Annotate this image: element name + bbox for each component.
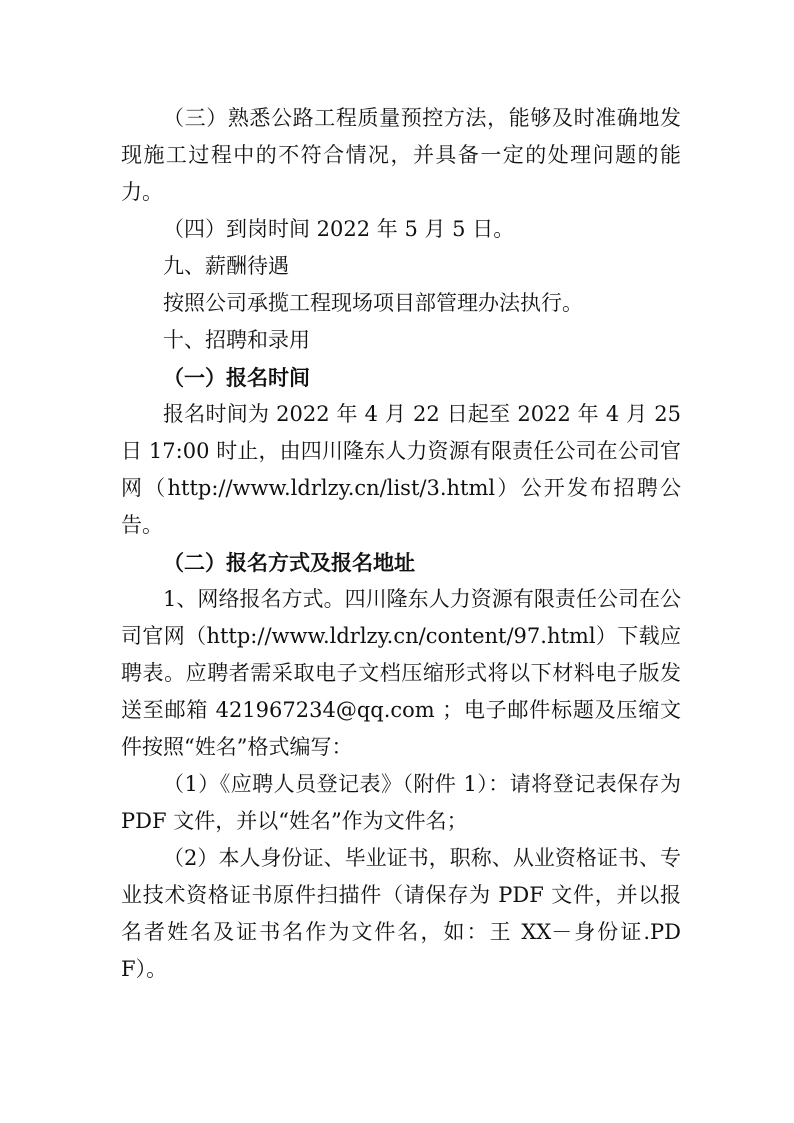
paragraph-start-date: （四）到岗时间 2022 年 5 月 5 日。 bbox=[163, 217, 515, 241]
subheading-registration-time: （一）报名时间 bbox=[163, 365, 310, 390]
paragraph-requirement-3: （三）熟悉公路工程质量预控方法，能够及时准确地发现施工过程中的不符合情况，并具备一定的处理问题的能力。 bbox=[121, 106, 681, 204]
paragraph-item-1: （1）《应聘人员登记表》（附件 1）：请将登记表保存为 PDF 文件，并以“姓名”作为文件名； bbox=[121, 772, 681, 833]
paragraph-item-2: （2）本人身份证、毕业证书，职称、从业资格证书、专业技术资格证书原件扫描件（请保存为 PDF 文件，并以报名者姓名及证书名作为文件名，如：王 XX－身份证.PDF）。 bbox=[121, 846, 681, 981]
paragraph-salary: 按照公司承揽工程现场项目部管理办法执行。 bbox=[163, 291, 583, 315]
subheading-registration-method: （二）报名方式及报名地址 bbox=[163, 550, 415, 575]
heading-salary: 九、薪酬待遇 bbox=[163, 254, 289, 278]
document-body bbox=[121, 100, 681, 988]
paragraph-online-registration: 1、网络报名方式。四川隆东人力资源有限责任公司在公司官网（http://www.ldrlzy.cn/content/97.html）下载应聘表。应聘者需采取电子文档压缩形式将以下材料电子版发送至邮箱 421967234@qq.com ；电子邮件标题及压缩文件按照“姓名”格式编写： bbox=[121, 587, 681, 759]
heading-recruitment: 十、招聘和录用 bbox=[163, 328, 310, 352]
paragraph-registration-time: 报名时间为 2022 年 4 月 22 日起至 2022 年 4 月 25 日 17:00 时止，由四川隆东人力资源有限责任公司在公司官网（http://www.ldrlzy.cn/list/3.html）公开发布招聘公告。 bbox=[121, 402, 681, 537]
